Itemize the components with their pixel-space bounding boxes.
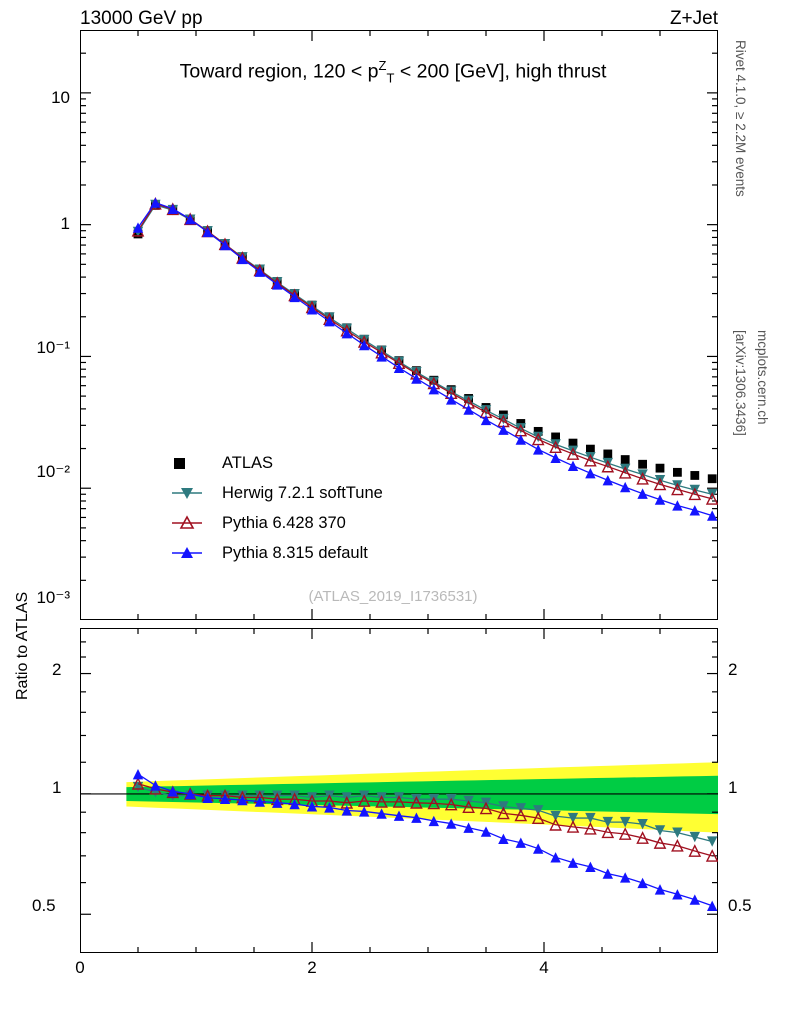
main-plot-canvas (80, 30, 718, 620)
ratio-ytick-1-left: 1 (52, 778, 62, 797)
ratio-ytick-1-right: 1 (728, 778, 738, 797)
legend-label-herwig: Herwig 7.2.1 softTune (222, 483, 383, 502)
header-left-label: 13000 GeV pp (80, 8, 203, 29)
ratio-axis-label: Ratio to ATLAS (14, 591, 31, 700)
ratio-ytick-05-left: 0.5 (32, 896, 56, 915)
plot-title-post: < 200 [GeV], high thrust (394, 60, 607, 83)
arxiv-caption: [arXiv:1306.3436] (733, 330, 748, 436)
plot-title-sup: Z (378, 58, 387, 73)
ratio-ytick-2-left: 2 (52, 660, 62, 679)
ytick-1: 1 (60, 214, 70, 233)
header-right-label: Z+Jet (669, 8, 718, 29)
ratio-ytick-05-right: 0.5 (728, 896, 752, 915)
legend-label-pythia6: Pythia 6.428 370 (222, 513, 346, 532)
plot-title-sub: T (386, 70, 395, 86)
ratio-plot-canvas (80, 628, 718, 953)
legend-label-atlas: ATLAS (222, 453, 274, 472)
xtick-0: 0 (75, 958, 85, 977)
mcplots-caption: mcplots.cern.ch (755, 330, 770, 425)
ytick-10: 10 (51, 88, 70, 107)
ratio-ytick-2-right: 2 (728, 660, 738, 679)
ytick-1e-2: 10⁻² (36, 462, 70, 481)
xtick-4: 4 (539, 958, 549, 977)
ytick-1e-3: 10⁻³ (36, 588, 70, 607)
rivet-version-caption: Rivet 4.1.0, ≥ 2.2M events (733, 40, 748, 197)
legend-label-pythia8: Pythia 8.315 default (222, 543, 368, 562)
plot-title-pre: Toward region, 120 < p (179, 60, 379, 83)
ytick-1e-1: 10⁻¹ (36, 338, 70, 357)
analysis-id-watermark: (ATLAS_2019_I1736531) (308, 588, 478, 605)
xtick-2: 2 (307, 958, 317, 977)
